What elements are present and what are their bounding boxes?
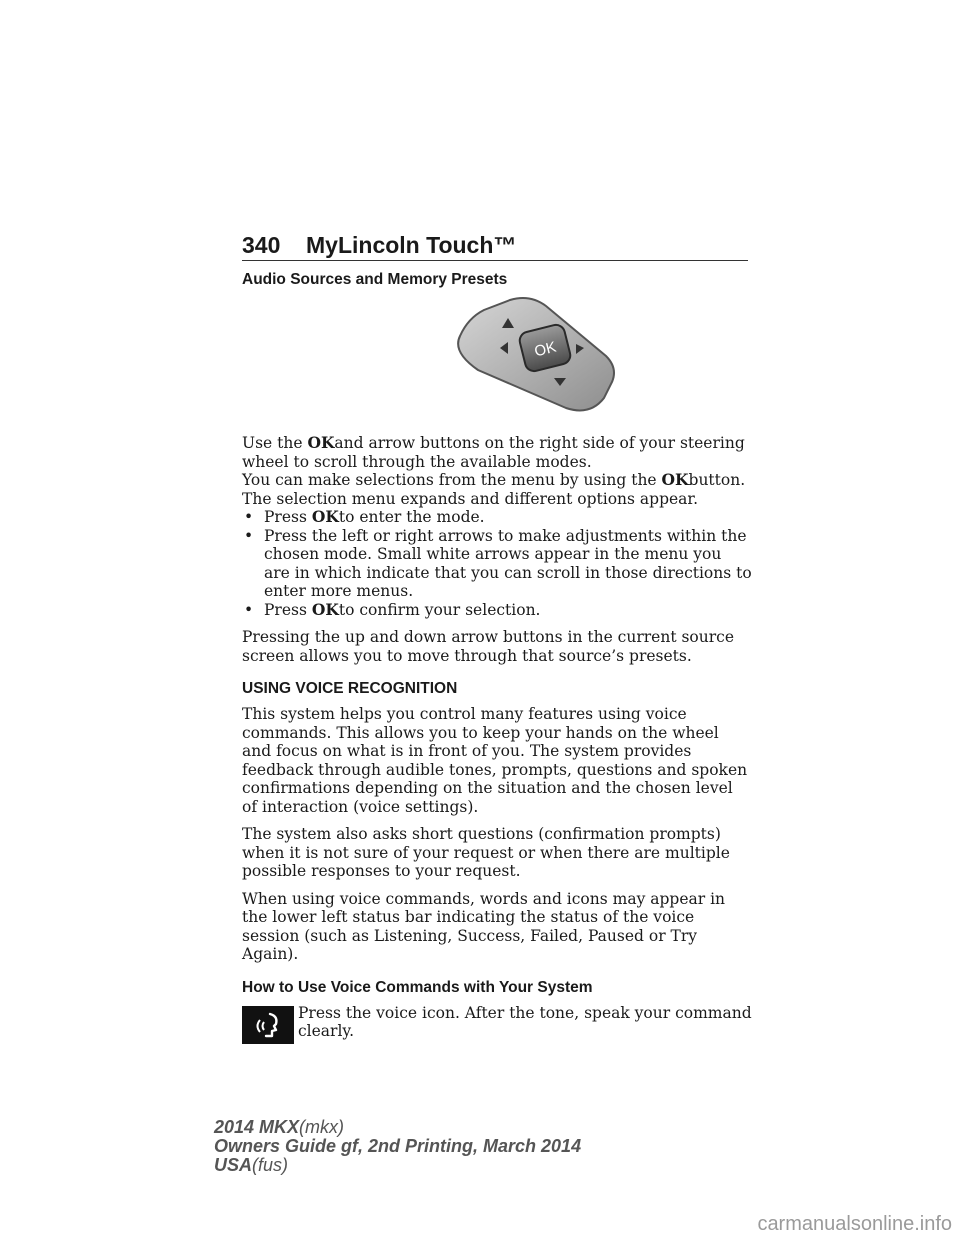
page-content	[242, 270, 752, 1054]
voice-icon-text: Press the voice icon. After the tone, speak your command clearly.	[298, 1003, 752, 1040]
watermark: carmanualsonline.info	[757, 1213, 952, 1235]
footer-region-line: USA(fus)	[214, 1155, 289, 1175]
ok-button-label: OK	[532, 338, 558, 361]
section-heading-audio-sources: Audio Sources and Memory Presets	[242, 271, 508, 288]
paragraph-voice-intro: This system helps you control many features using voice commands. This allows you to keep your hands on the wheel and focus on what is in front of you. The system provides feedback through audible tones, prompts, questions and spoken confirmations depending on the situation and the chosen level of interaction (voice settings).	[242, 705, 748, 816]
paragraph-status-bar: When using voice commands, words and icons may appear in the lower left status bar indicating the status of the voice session (such as Listening, Success, Failed, Paused or Try Again).	[242, 889, 726, 963]
paragraph-presets: Pressing the up and down arrow buttons in the current source screen allows you to move through that source’s presets.	[242, 628, 735, 665]
list-item: • Press OKto enter the mode.	[244, 507, 485, 526]
voice-icon-instruction	[242, 1004, 752, 1054]
page-footer	[214, 1118, 581, 1175]
voice-icon	[242, 1006, 294, 1044]
section-heading-voice-recognition: USING VOICE RECOGNITION	[242, 680, 458, 697]
ok-arrow-button-illustration	[448, 294, 620, 414]
list-item: • Press OKto confirm your selection.	[244, 599, 541, 619]
instruction-bullet-list	[242, 508, 752, 619]
paragraph-selections: You can make selections from the menu by using the OKbutton. The selection menu expands and different options appear.	[242, 470, 746, 508]
chapter-title: MyLincoln Touch™	[306, 232, 517, 258]
paragraph-confirmation-prompts: The system also asks short questions (confirmation prompts) when it is not sure of your request or when there are multiple possible responses to your request.	[242, 825, 730, 880]
list-item: • Press the left or right arrows to make adjustments within the chosen mode. Small white arrows appear in the menu you are in which indicate that you can scroll in those directions to enter more menus.	[244, 526, 752, 600]
footer-guide-line: Owners Guide gf, 2nd Printing, March 2014	[214, 1136, 582, 1156]
page-header	[242, 232, 748, 261]
paragraph-ok-usage: Use the OKand arrow buttons on the right side of your steering wheel to scroll through the available modes.	[242, 433, 745, 471]
page-number: 340	[242, 232, 281, 258]
steering-wheel-control-diagram	[242, 294, 748, 414]
section-heading-voice-commands: How to Use Voice Commands with Your System	[242, 978, 593, 996]
footer-model-line: 2014 MKX(mkx)	[214, 1117, 345, 1137]
